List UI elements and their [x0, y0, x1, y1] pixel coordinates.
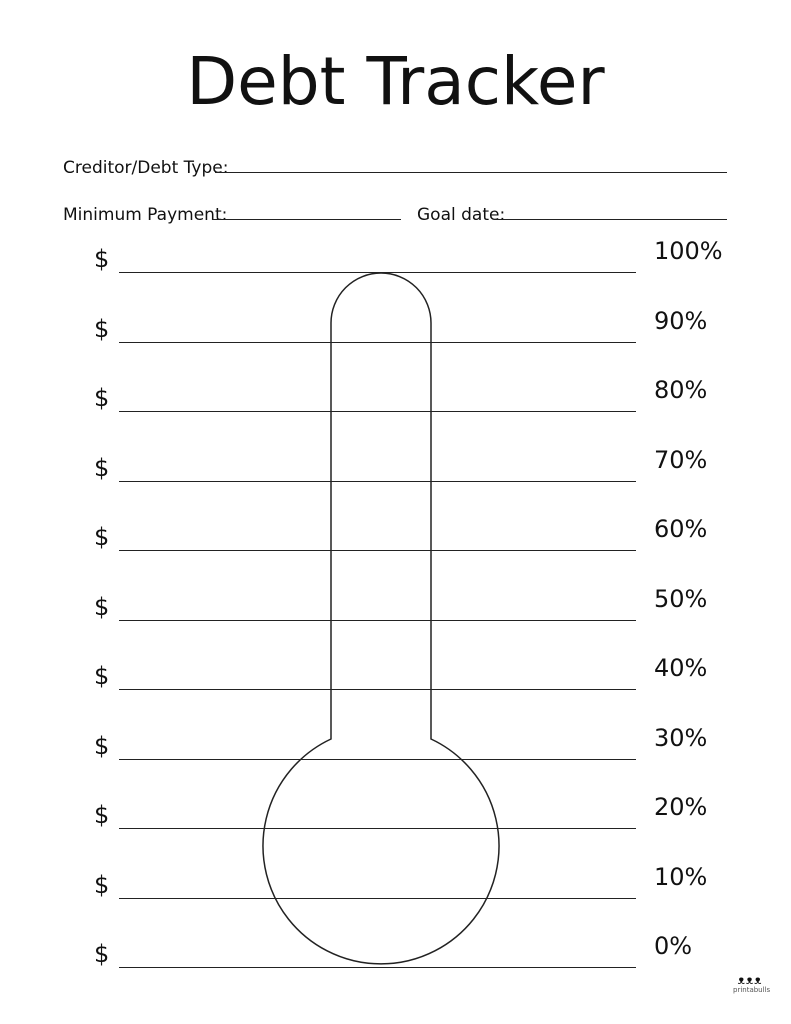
percent-label: 10% [654, 863, 708, 891]
amount-line[interactable] [119, 481, 636, 482]
creditor-label: Creditor/Debt Type: [63, 158, 229, 178]
amount-line[interactable] [119, 689, 636, 690]
dollar-sign: $ [94, 245, 110, 273]
minimum-payment-field[interactable] [212, 219, 401, 220]
amount-line[interactable] [119, 342, 636, 343]
amount-line[interactable] [119, 620, 636, 621]
dollar-sign: $ [94, 384, 110, 412]
logo-mark: ᴥᴥᴥ [737, 973, 763, 987]
creditor-field[interactable] [215, 172, 727, 173]
amount-line[interactable] [119, 898, 636, 899]
dollar-sign: $ [94, 523, 110, 551]
percent-label: 0% [654, 932, 693, 960]
dollar-sign: $ [94, 732, 110, 760]
goal-date-field[interactable] [494, 219, 727, 220]
printabulls-logo [733, 973, 771, 995]
dollar-sign: $ [94, 662, 110, 690]
percent-label: 70% [654, 446, 708, 474]
percent-label: 50% [654, 585, 708, 613]
percent-label: 20% [654, 793, 708, 821]
percent-label: 40% [654, 654, 708, 682]
percent-label: 60% [654, 515, 708, 543]
goal-date-label: Goal date: [417, 205, 506, 225]
amount-line[interactable] [119, 272, 636, 273]
percent-label: 90% [654, 307, 708, 335]
page-title: Debt Tracker [186, 43, 605, 120]
dollar-sign: $ [94, 315, 110, 343]
dollar-sign: $ [94, 871, 110, 899]
dollar-sign: $ [94, 801, 110, 829]
amount-line[interactable] [119, 828, 636, 829]
dollar-sign: $ [94, 593, 110, 621]
dollar-sign: $ [94, 940, 110, 968]
thermometer-shape [263, 273, 499, 964]
dollar-sign: $ [94, 454, 110, 482]
logo-text: printabulls [733, 986, 771, 994]
amount-line[interactable] [119, 967, 636, 968]
percent-label: 100% [654, 237, 723, 265]
amount-line[interactable] [119, 759, 636, 760]
percent-label: 30% [654, 724, 708, 752]
amount-line[interactable] [119, 550, 636, 551]
percent-label: 80% [654, 376, 708, 404]
minimum-payment-label: Minimum Payment: [63, 205, 228, 225]
amount-line[interactable] [119, 411, 636, 412]
